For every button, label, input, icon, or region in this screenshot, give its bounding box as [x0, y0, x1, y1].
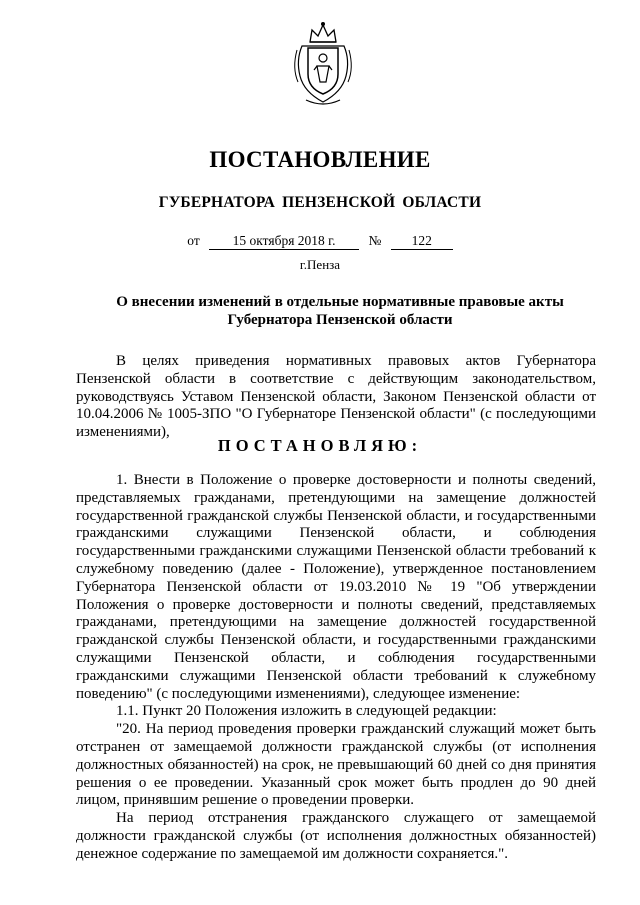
date-field: 15 октября 2018 г. — [209, 233, 359, 250]
date-prefix: от — [187, 233, 200, 248]
paragraph-quote: "20. На период проведения проверки гражданский служащий может быть отстранен от замещаемой должности гражданской службы (от исполнения должностных обязанностей) на срок, не превышающий 60 дней со дня принятия решения о ее проведении. Указанный срок может быть продлен до 90 дней лицом, принявшим решение о проведении проверки. — [76, 721, 596, 809]
number-sign: № — [368, 233, 382, 248]
decree-body — [76, 472, 596, 864]
issuer-name: ГУБЕРНАТОРА ПЕНЗЕНСКОЙ ОБЛАСТИ — [158, 194, 482, 211]
paragraph-item-1-1: 1.1. Пункт 20 Положения изложить в следующей редакции: — [116, 703, 497, 720]
document-subject — [80, 293, 600, 329]
intro-paragraph: В целях приведения нормативных правовых актов Губернатора Пензенской области в соответствие с действующим законодательством, руководствуясь Уставом Пензенской области, Законом Пензенской области от 10.04.2006 № 1005-ЗПО "О Губернаторе Пензенской области" (с последующими изменениями), — [76, 353, 596, 441]
intro-section — [76, 353, 596, 442]
date-number-line — [0, 233, 640, 250]
subject-line: О внесении изменений в отдельные нормативные правовые акты — [116, 294, 564, 310]
number-field: 122 — [391, 233, 453, 250]
document-title: ПОСТАНОВЛЕНИЕ — [209, 147, 431, 172]
coat-of-arms-icon — [290, 20, 356, 110]
paragraph-item-1: 1. Внести в Положение о проверке достоверности и полноты сведений, представляемых гражданами, претендующими на замещение должностей государственной гражданской службы Пензенской области, и государственными гражданскими служащими Пензенской области, и соблюдения государственными гражданскими служащими Пензенской области требований к служебному поведению (далее - Положение), утвержденное постановлением Губернатора Пензенской области от 19.03.2010 № 19 "Об утверждении Положения о проверке достоверности и полноты сведений, представляемых гражданами, претендующими на замещение должностей государственной гражданской службы Пензенской области, и государственными гражданскими служащими Пензенской области, и соблюдения государственными гражданскими служащими Пензенской области требований к служебному поведению" (с последующими изменениями), следующее изменение: — [76, 472, 596, 702]
subject-line: Губернатора Пензенской области — [227, 312, 453, 328]
decree-heading: ПОСТАНОВЛЯЮ: — [217, 436, 423, 455]
paragraph-quote-continuation: На период отстранения гражданского служащего от замещаемой должности гражданской службы (от исполнения должностных обязанностей) денежное содержание по замещаемой им должности сохраняется.". — [76, 810, 596, 862]
city-label: г.Пенза — [299, 257, 341, 272]
